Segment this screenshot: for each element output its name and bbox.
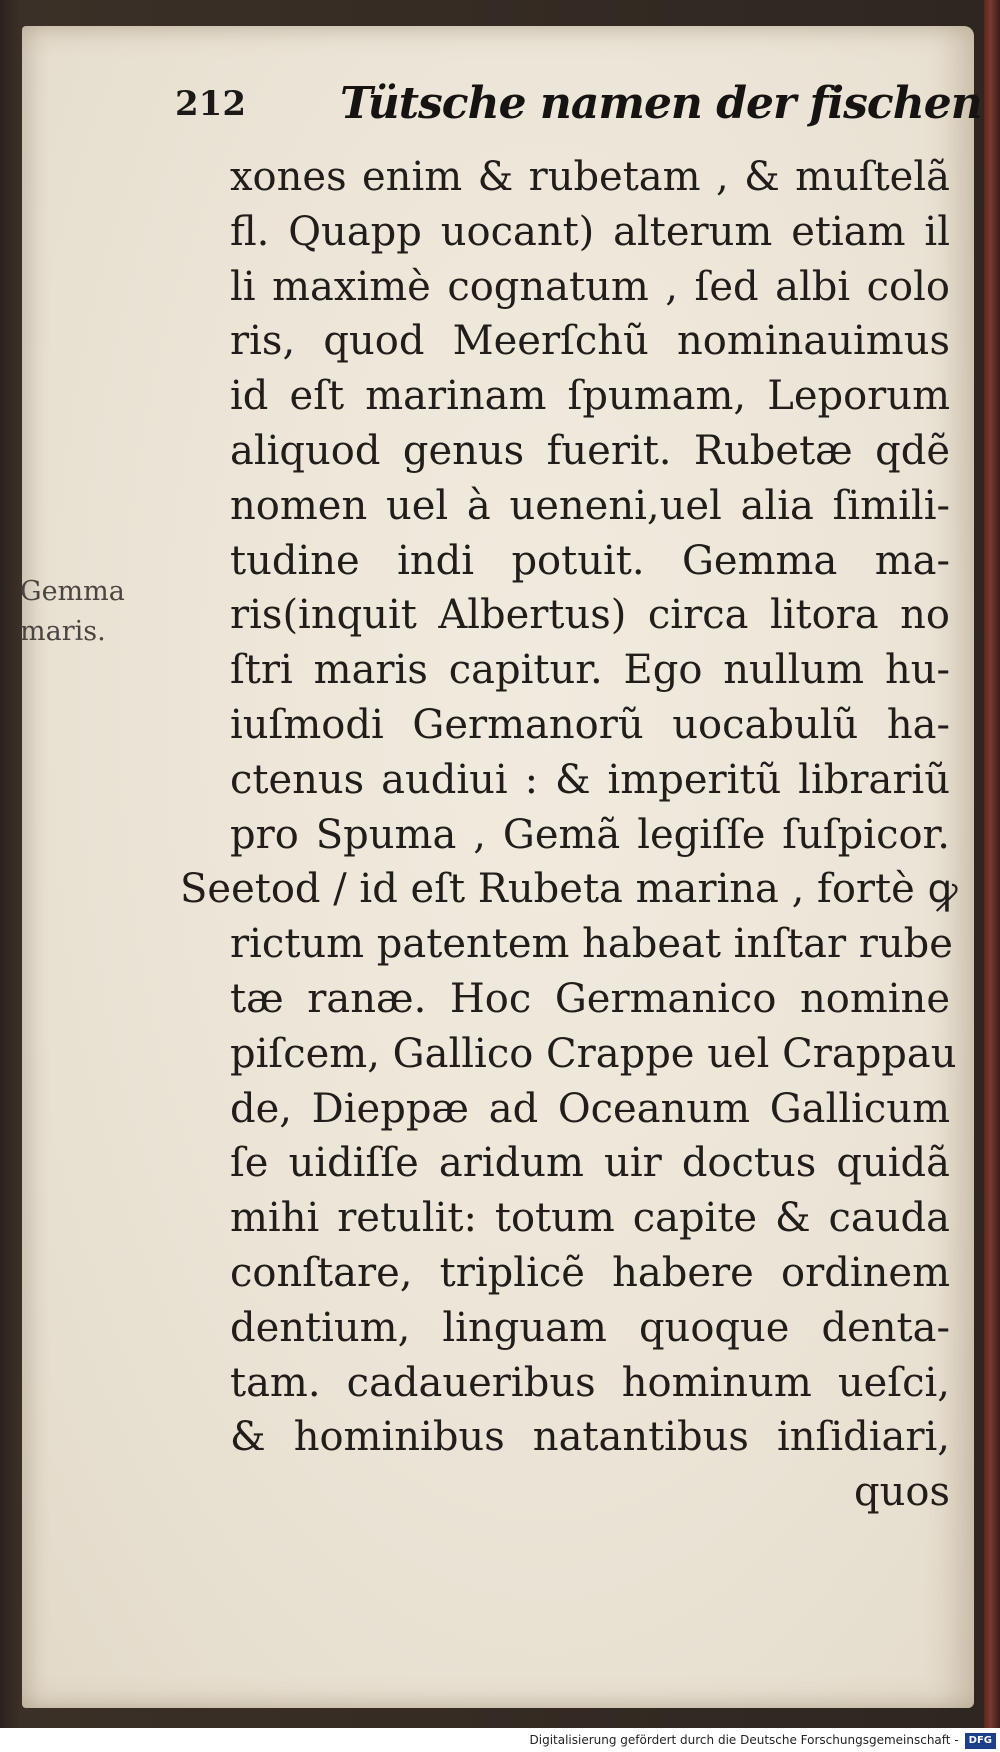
text-line: aliquod genus fuerit. Rubetæ qdẽ (230, 427, 950, 474)
text-line: conſtare, triplicẽ habere ordinem (230, 1249, 950, 1296)
catchword: quos (854, 1469, 950, 1516)
page-number: 212 (175, 84, 246, 124)
running-head: Tütsche namen der fischen (340, 78, 982, 129)
text-line: tæ ranæ. Hoc Germanico nomine (230, 975, 950, 1022)
text-line: li maximè cognatum , ſed albi colo (230, 263, 950, 310)
text-line: ſe uidiſſe aridum uir doctus quidã (230, 1140, 950, 1187)
text-line: & hominibus natantibus inſidiari, (230, 1414, 950, 1461)
text-line: Seetod / id eſt Rubeta marina , fortè ꝙ (180, 866, 958, 913)
text-line: id eſt marinam ſpumam, Leporum (230, 373, 950, 420)
text-line: de, Dieppæ ad Oceanum Gallicum (230, 1085, 950, 1132)
digitization-footer (0, 1728, 1000, 1752)
text-line: tam. cadaueribus hominum ueſci, (230, 1359, 950, 1406)
text-line: ctenus audiui : & imperitũ librariũ (230, 756, 950, 803)
text-line: nomen uel à ueneni,uel alia ſimili- (230, 482, 950, 529)
text-line: fl. Quapp uocant) alterum etiam il (230, 208, 950, 255)
text-line: mihi retulit: totum capite & cauda (230, 1195, 950, 1242)
body-text (180, 150, 958, 1520)
text-line: pro Spuma , Gemã legiſſe ſuſpicor. (230, 811, 950, 858)
book-edge (984, 0, 1000, 1728)
text-line: ſtri maris capitur. Ego nullum hu- (230, 647, 950, 694)
text-line: xones enim & rubetam , & muſtelã (230, 154, 950, 200)
text-line: dentium, linguam quoque denta- (230, 1304, 950, 1351)
marginal-note-line: maris. (20, 616, 106, 647)
text-line: rictum patentem habeat inſtar rube (230, 921, 953, 968)
text-line: ris, quod Meerſchũ nominauimus (230, 318, 950, 365)
footer-text: Digitalisierung gefördert durch die Deutsche Forschungsgemeinschaft - (529, 1733, 959, 1747)
text-line: tudine indi potuit. Gemma ma- (230, 537, 950, 584)
text-line: ris(inquit Albertus) circa litora no (230, 592, 950, 639)
marginal-note (20, 572, 125, 652)
marginal-note-line: Gemma (20, 576, 125, 607)
dfg-logo: DFG (965, 1733, 996, 1749)
text-line: piſcem, Gallico Crappe uel Crappau (230, 1030, 957, 1077)
text-line: iuſmodi Germanorũ uocabulũ ha- (230, 701, 950, 748)
